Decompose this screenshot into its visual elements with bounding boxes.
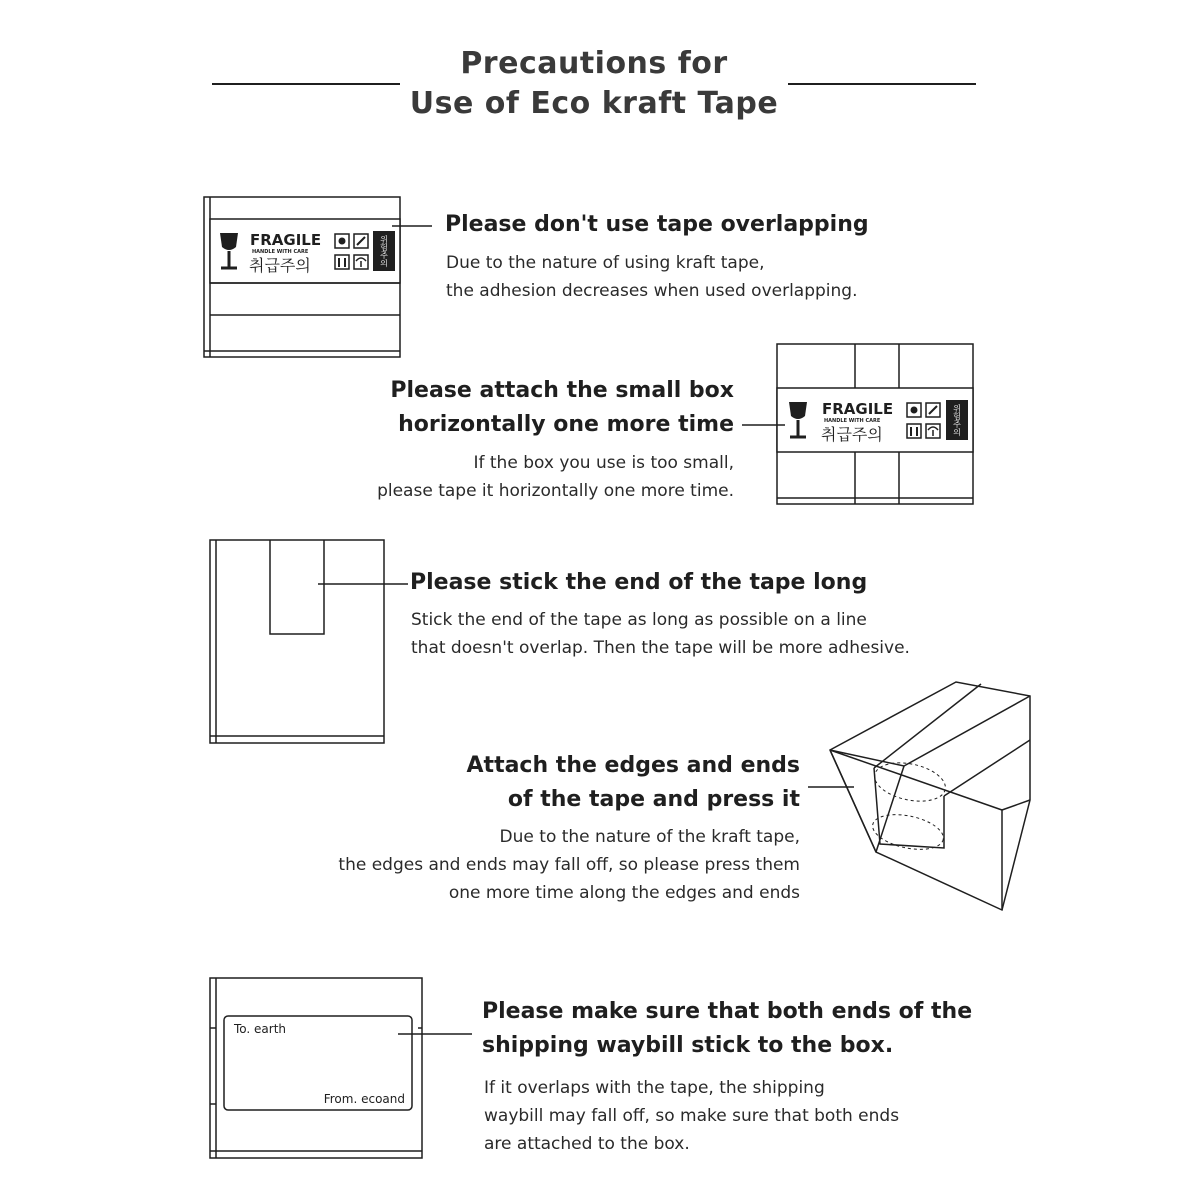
illustration-waybill-box xyxy=(208,976,423,1161)
title-line-1: Precautions for xyxy=(460,46,728,81)
korean-label-text: 취급주의 xyxy=(249,256,311,275)
section-2-body: If the box you use is too small, please tape it horizontally one more time. xyxy=(377,453,734,501)
illustration-overlap-box xyxy=(202,195,402,360)
title-line-2: Use of Eco kraft Tape xyxy=(409,86,779,121)
handle-with-care-text: HANDLE WITH CARE xyxy=(252,249,309,255)
korean-label-text: 취급주의 xyxy=(821,425,883,444)
section-1-body: Due to the nature of using kraft tape, the adhesion decreases when used overlapping. xyxy=(446,253,858,301)
section-3-heading: Please stick the end of the tape long xyxy=(410,570,868,595)
section-5-heading: Please make sure that both ends of the shipping waybill stick to the box. xyxy=(482,999,973,1058)
section-3-body: Stick the end of the tape as long as possible on a line that doesn't overlap. Then the tape will be more adhesive. xyxy=(411,610,910,658)
fragile-text: FRAGILE xyxy=(250,231,322,249)
handle-with-care-text: HANDLE WITH CARE xyxy=(824,418,881,424)
waybill-to-text: To. earth xyxy=(234,1022,287,1036)
page-title xyxy=(0,44,1188,124)
section-1-heading: Please don't use tape overlapping xyxy=(445,212,869,237)
section-4-body: Due to the nature of the kraft tape, the edges and ends may fall off, so please press them one more time along the edges and ends xyxy=(338,827,800,903)
illustration-small-box xyxy=(775,342,975,507)
illustration-tape-end xyxy=(208,538,388,748)
side-label-text: 위험주의 xyxy=(952,404,962,436)
section-5-body: If it overlaps with the tape, the shipping waybill may fall off, so make sure that both ends are attached to the box. xyxy=(484,1078,900,1154)
section-2-heading: Please attach the small box horizontally one more time xyxy=(390,378,734,437)
fragile-text: FRAGILE xyxy=(822,400,894,418)
section-4-heading: Attach the edges and ends of the tape and press it xyxy=(466,753,800,812)
side-label-text: 위험주의 xyxy=(379,235,389,267)
illustration-box-edges xyxy=(826,680,1031,912)
waybill-from-text: From. ecoand xyxy=(323,1092,405,1106)
